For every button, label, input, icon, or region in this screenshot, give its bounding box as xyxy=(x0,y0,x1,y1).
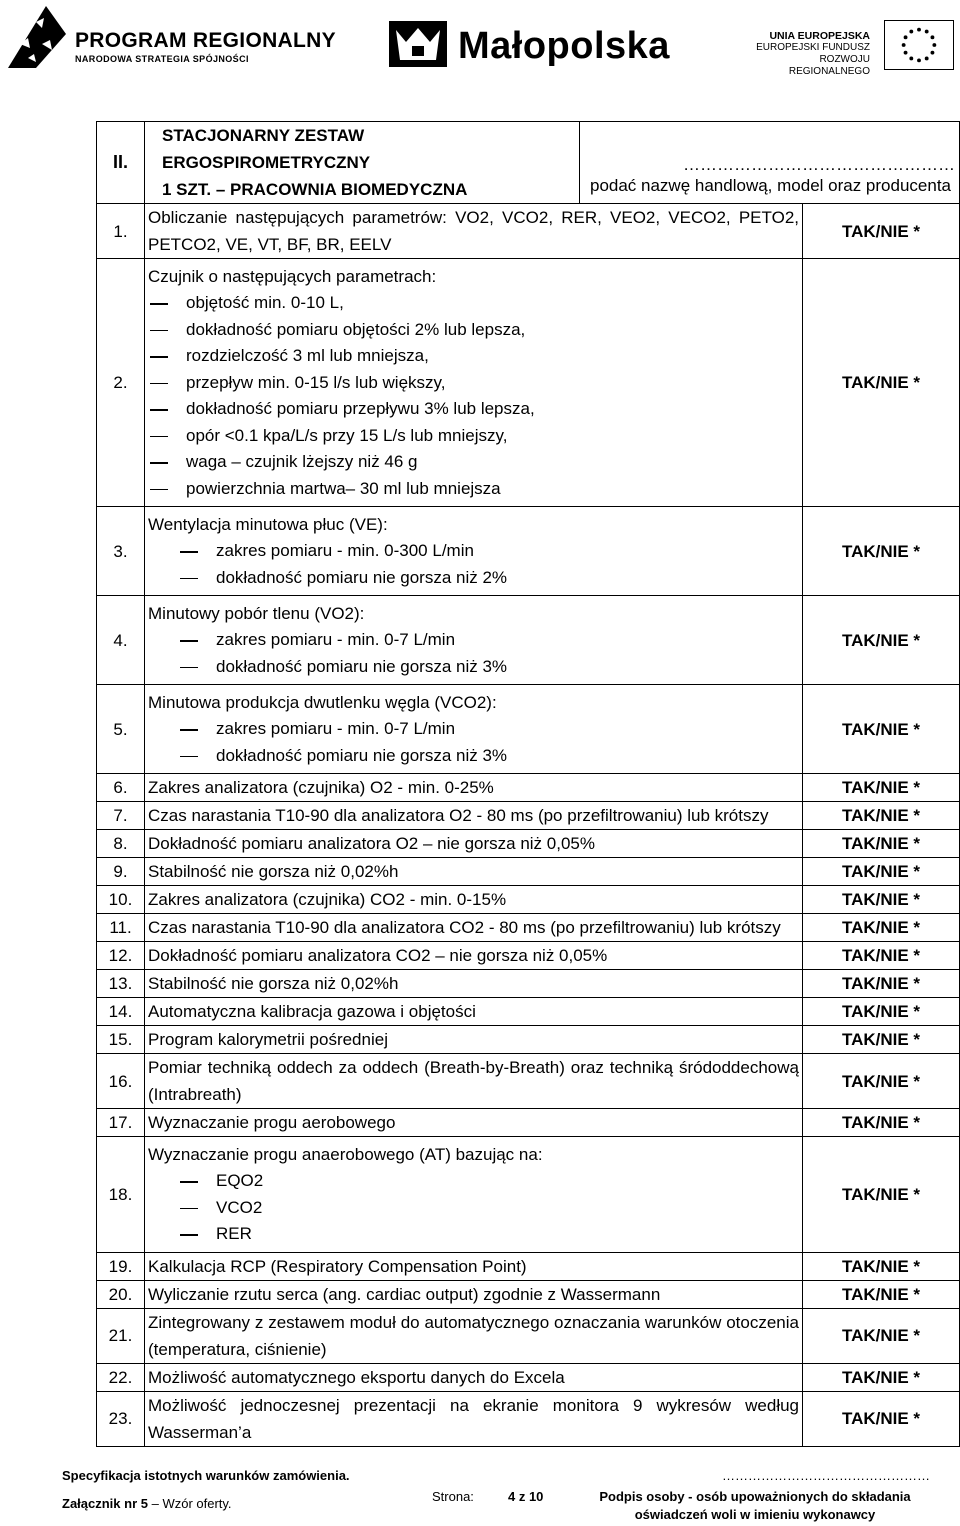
row-description xyxy=(145,774,803,802)
answer-cell[interactable]: TAK/NIE * xyxy=(803,802,960,830)
answer-cell[interactable]: TAK/NIE * xyxy=(803,858,960,886)
row-number: 20. xyxy=(97,1280,145,1308)
row-item-list xyxy=(148,290,799,502)
row-text: Minutowy pobór tlenu (VO2): xyxy=(148,604,365,623)
row-description xyxy=(145,1026,803,1054)
eu-line-1: UNIA EUROPEJSKA xyxy=(769,30,870,42)
row-description xyxy=(145,942,803,970)
row-text: Wyznaczanie progu anaerobowego (AT) bazując na: xyxy=(148,1145,543,1164)
list-item: zakres pomiaru - min. 0-7 L/min xyxy=(148,627,799,654)
table-row xyxy=(97,1026,960,1054)
program-regionalny-logo-icon xyxy=(6,4,68,70)
list-item: objętość min. 0-10 L, xyxy=(148,290,799,317)
list-item: waga – czujnik lżejszy niż 46 g xyxy=(148,449,799,476)
row-number: 2. xyxy=(97,259,145,507)
answer-cell[interactable]: TAK/NIE * xyxy=(803,685,960,774)
product-name-cell[interactable] xyxy=(580,122,960,204)
row-number: 13. xyxy=(97,970,145,998)
table-row xyxy=(97,1308,960,1363)
row-text: Możliwość automatycznego eksportu danych do Excela xyxy=(148,1367,565,1387)
row-description xyxy=(145,685,803,774)
list-item: dokładność pomiaru objętości 2% lub lepsza, xyxy=(148,317,799,344)
list-item: zakres pomiaru - min. 0-7 L/min xyxy=(148,716,799,743)
table-row xyxy=(97,204,960,259)
table-row xyxy=(97,596,960,685)
footer-page-value: 4 z 10 xyxy=(508,1489,544,1504)
table-row xyxy=(97,1109,960,1137)
table-row xyxy=(97,1280,960,1308)
row-description xyxy=(145,596,803,685)
answer-cell[interactable]: TAK/NIE * xyxy=(803,970,960,998)
footer-annex-bold: Załącznik nr 5 xyxy=(62,1496,148,1511)
section-title-line-1: STACJONARNY ZESTAW xyxy=(162,126,365,145)
row-description xyxy=(145,970,803,998)
row-text: Czas narastania T10-90 dla analizatora O2 - 80 ms (po przefiltrowaniu) lub krótszy xyxy=(148,806,769,825)
answer-cell[interactable]: TAK/NIE * xyxy=(803,886,960,914)
page-header xyxy=(0,0,960,90)
answer-cell[interactable]: TAK/NIE * xyxy=(803,1391,960,1446)
row-description xyxy=(145,259,803,507)
answer-cell[interactable]: TAK/NIE * xyxy=(803,998,960,1026)
row-number: 11. xyxy=(97,914,145,942)
answer-cell[interactable]: TAK/NIE * xyxy=(803,1308,960,1363)
spec-rows xyxy=(97,204,960,1447)
row-item-list xyxy=(148,716,799,769)
row-text: Automatyczna kalibracja gazowa i objętości xyxy=(148,1002,476,1021)
eu-flag-icon xyxy=(884,20,954,70)
product-name-hint: podać nazwę handlową, model oraz producenta xyxy=(589,176,952,195)
row-number: 6. xyxy=(97,774,145,802)
row-description xyxy=(145,1252,803,1280)
row-number: 16. xyxy=(97,1054,145,1109)
row-description xyxy=(145,1308,803,1363)
list-item: dokładność pomiaru nie gorsza niż 2% xyxy=(148,565,799,592)
row-text: Czujnik o następujących parametrach: xyxy=(148,267,437,286)
table-row xyxy=(97,259,960,507)
list-item: opór <0.1 kpa/L/s przy 15 L/s lub mniejszy, xyxy=(148,423,799,450)
row-number: 19. xyxy=(97,1252,145,1280)
row-description xyxy=(145,1391,803,1446)
row-text: Kalkulacja RCP (Respiratory Compensation Point) xyxy=(148,1256,527,1276)
row-number: 10. xyxy=(97,886,145,914)
row-text: Wyliczanie rzutu serca (ang. cardiac output) zgodnie z Wassermann xyxy=(148,1284,661,1304)
row-number: 12. xyxy=(97,942,145,970)
list-item: przepływ min. 0-15 l/s lub większy, xyxy=(148,370,799,397)
row-description xyxy=(145,914,803,942)
answer-cell[interactable]: TAK/NIE * xyxy=(803,1280,960,1308)
list-item: rozdzielczość 3 ml lub mniejsza, xyxy=(148,343,799,370)
list-item: RER xyxy=(148,1221,799,1248)
list-item: powierzchnia martwa– 30 ml lub mniejsza xyxy=(148,476,799,503)
row-description xyxy=(145,204,803,259)
row-text: Dokładność pomiaru analizatora O2 – nie gorsza niż 0,05% xyxy=(148,834,595,853)
answer-cell[interactable]: TAK/NIE * xyxy=(803,830,960,858)
row-text: Dokładność pomiaru analizatora CO2 – nie gorsza niż 0,05% xyxy=(148,946,608,965)
region-name: Małopolska xyxy=(458,25,670,67)
footer-signature xyxy=(580,1488,930,1524)
program-title: PROGRAM REGIONALNY xyxy=(75,29,336,52)
row-number: 9. xyxy=(97,858,145,886)
row-text: Stabilność nie gorsza niż 0,02%h xyxy=(148,862,399,881)
answer-cell[interactable]: TAK/NIE * xyxy=(803,596,960,685)
section-title xyxy=(145,122,580,204)
eu-line-2: EUROPEJSKI FUNDUSZ xyxy=(756,42,870,53)
answer-cell[interactable]: TAK/NIE * xyxy=(803,1137,960,1253)
list-item: zakres pomiaru - min. 0-300 L/min xyxy=(148,538,799,565)
row-number: 14. xyxy=(97,998,145,1026)
row-number: 23. xyxy=(97,1391,145,1446)
row-description xyxy=(145,1109,803,1137)
list-item: EQO2 xyxy=(148,1168,799,1195)
row-number: 1. xyxy=(97,204,145,259)
row-number: 21. xyxy=(97,1308,145,1363)
answer-cell[interactable]: TAK/NIE * xyxy=(803,204,960,259)
answer-cell[interactable]: TAK/NIE * xyxy=(803,942,960,970)
row-text: Obliczanie następujących parametrów: VO2, VCO2, RER, VEO2, VECO2, PETO2, PETCO2, VE, VT, BF, BR, EELV xyxy=(148,208,799,254)
table-row xyxy=(97,942,960,970)
row-text: Zakres analizatora (czujnika) CO2 - min. 0-15% xyxy=(148,890,507,909)
section-header-row xyxy=(97,122,960,204)
list-item: VCO2 xyxy=(148,1195,799,1222)
section-title-line-3: 1 SZT. – PRACOWNIA BIOMEDYCZNA xyxy=(162,180,468,199)
row-number: 4. xyxy=(97,596,145,685)
malopolska-crest-icon xyxy=(388,20,448,68)
footer-annex-rest: – Wzór oferty. xyxy=(147,1496,232,1511)
answer-cell[interactable]: TAK/NIE * xyxy=(803,259,960,507)
specification-table xyxy=(96,121,960,1447)
footer-sign-line-2: oświadczeń woli w imieniu wykonawcy xyxy=(634,1507,876,1522)
row-description xyxy=(145,830,803,858)
answer-cell[interactable]: TAK/NIE * xyxy=(803,1054,960,1109)
row-description xyxy=(145,998,803,1026)
page-footer xyxy=(0,1462,960,1526)
row-description xyxy=(145,802,803,830)
table-row xyxy=(97,914,960,942)
list-item: dokładność pomiaru nie gorsza niż 3% xyxy=(148,654,799,681)
footer-page-label: Strona: xyxy=(432,1489,474,1504)
table-row xyxy=(97,858,960,886)
row-description xyxy=(145,858,803,886)
row-text: Zakres analizatora (czujnika) O2 - min. 0-25% xyxy=(148,778,494,797)
row-description xyxy=(145,1280,803,1308)
program-subtitle: NARODOWA STRATEGIA SPÓJNOŚCI xyxy=(75,54,249,64)
table-row xyxy=(97,830,960,858)
row-description xyxy=(145,1137,803,1253)
row-number: 22. xyxy=(97,1363,145,1391)
footer-spec: Specyfikacja istotnych warunków zamówienia. xyxy=(62,1468,350,1483)
row-item-list xyxy=(148,1168,799,1248)
footer-sign-line-1: Podpis osoby - osób upoważnionych do składania xyxy=(599,1489,911,1504)
row-number: 17. xyxy=(97,1109,145,1137)
answer-cell[interactable]: TAK/NIE * xyxy=(803,1252,960,1280)
table-row xyxy=(97,1137,960,1253)
footer-sign-dots: ………………………………………… xyxy=(722,1468,930,1483)
table-row xyxy=(97,1391,960,1446)
row-text: Pomiar techniką oddech za oddech (Breath-by-Breath) oraz techniką śródoddechową (Intrabreath) xyxy=(148,1058,799,1104)
program-regionalny-text xyxy=(75,30,336,64)
row-number: 15. xyxy=(97,1026,145,1054)
section-number: II. xyxy=(97,122,145,204)
table-row xyxy=(97,774,960,802)
section-title-line-2: ERGOSPIROMETRYCZNY xyxy=(162,153,371,172)
row-description xyxy=(145,1054,803,1109)
row-number: 8. xyxy=(97,830,145,858)
answer-cell[interactable]: TAK/NIE * xyxy=(803,914,960,942)
list-item: dokładność pomiaru nie gorsza niż 3% xyxy=(148,743,799,770)
list-item: dokładność pomiaru przepływu 3% lub lepsza, xyxy=(148,396,799,423)
row-text: Stabilność nie gorsza niż 0,02%h xyxy=(148,974,399,993)
answer-cell[interactable]: TAK/NIE * xyxy=(803,1109,960,1137)
answer-cell[interactable]: TAK/NIE * xyxy=(803,1026,960,1054)
row-text: Minutowa produkcja dwutlenku węgla (VCO2): xyxy=(148,693,497,712)
table-row xyxy=(97,685,960,774)
row-text: Wentylacja minutowa płuc (VE): xyxy=(148,515,388,534)
row-description xyxy=(145,1363,803,1391)
product-name-dots: ………………………………………… xyxy=(683,155,955,174)
row-text: Zintegrowany z zestawem moduł do automatycznego oznaczania warunków otoczenia (temperatura, ciśnienie) xyxy=(148,1312,799,1359)
row-number: 7. xyxy=(97,802,145,830)
answer-cell[interactable]: TAK/NIE * xyxy=(803,507,960,596)
answer-cell[interactable]: TAK/NIE * xyxy=(803,1363,960,1391)
row-item-list xyxy=(148,627,799,680)
table-row xyxy=(97,886,960,914)
row-number: 3. xyxy=(97,507,145,596)
table-row xyxy=(97,998,960,1026)
row-text: Czas narastania T10-90 dla analizatora CO2 - 80 ms (po przefiltrowaniu) lub krótszy xyxy=(148,918,781,937)
table-row xyxy=(97,1054,960,1109)
row-description xyxy=(145,507,803,596)
row-text: Wyznaczanie progu aerobowego xyxy=(148,1113,396,1132)
table-row xyxy=(97,1363,960,1391)
row-number: 18. xyxy=(97,1137,145,1253)
row-text: Program kalorymetrii pośredniej xyxy=(148,1030,388,1049)
row-text: Możliwość jednoczesnej prezentacji na ekranie monitora 9 wykresów według Wasserman’a xyxy=(148,1395,799,1442)
row-description xyxy=(145,886,803,914)
table-row xyxy=(97,1252,960,1280)
table-row xyxy=(97,507,960,596)
table-row xyxy=(97,970,960,998)
eu-line-3: ROZWOJU REGIONALNEGO xyxy=(788,54,870,77)
row-item-list xyxy=(148,538,799,591)
eu-text xyxy=(740,30,870,78)
answer-cell[interactable]: TAK/NIE * xyxy=(803,774,960,802)
table-row xyxy=(97,802,960,830)
footer-annex xyxy=(62,1496,232,1511)
row-number: 5. xyxy=(97,685,145,774)
